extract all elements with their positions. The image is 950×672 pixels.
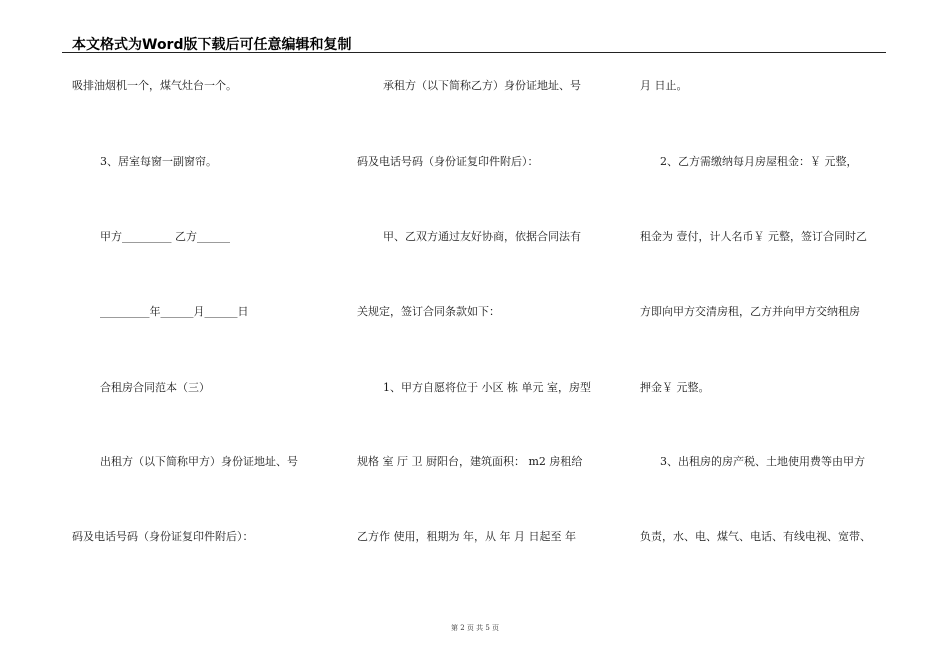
text-line: 押金￥ 元整。 bbox=[640, 381, 710, 394]
text-line: 负责，水、电、煤气、电话、有线电视、宽带、 bbox=[640, 530, 871, 543]
text-line: _________年______月______日 bbox=[100, 305, 249, 318]
text-line: 关规定，签订合同条款如下： bbox=[357, 305, 500, 318]
text-line: 方即向甲方交清房租，乙方并向甲方交纳租房 bbox=[640, 305, 860, 318]
text-line: 月 日止。 bbox=[640, 79, 688, 92]
text-line: 租金为 壹付，计人名币￥ 元整，签订合同时乙 bbox=[640, 230, 867, 243]
text-column-1 bbox=[62, 0, 317, 672]
page-header-title: 本文格式为Word版下载后可任意编辑和复制 bbox=[72, 37, 352, 53]
text-line: 1、甲方自愿将位于 小区 栋 单元 室，房型 bbox=[383, 381, 591, 394]
text-line: 甲、乙双方通过友好协商，依据合同法有 bbox=[383, 230, 581, 243]
text-line: 合租房合同范本（三） bbox=[100, 381, 210, 394]
text-line: 甲方_________ 乙方______ bbox=[100, 230, 230, 243]
text-line: 码及电话号码（身份证复印件附后）： bbox=[72, 530, 254, 543]
text-line: 承租方（以下简称乙方）身份证地址、号 bbox=[383, 79, 581, 92]
text-line: 出租方（以下简称甲方）身份证地址、号 bbox=[100, 455, 298, 468]
text-line: 3、出租房的房产税、土地使用费等由甲方 bbox=[660, 455, 865, 468]
text-line: 码及电话号码（身份证复印件附后）： bbox=[357, 155, 539, 168]
text-line: 3、居室每窗一副窗帘。 bbox=[100, 155, 217, 168]
text-column-3 bbox=[630, 0, 885, 672]
text-column-2 bbox=[345, 0, 600, 672]
text-line: 乙方作 使用，租期为 年，从 年 月 日起至 年 bbox=[357, 530, 576, 543]
text-line: 2、乙方需缴纳每月房屋租金：￥ 元整， bbox=[660, 155, 858, 168]
text-line: 吸排油烟机一个，煤气灶台一个。 bbox=[72, 79, 237, 92]
page-number: 第 2 页 共 5 页 bbox=[450, 624, 500, 632]
text-line: 规格 室 厅 卫 厨阳台，建筑面积： m2 房租给 bbox=[357, 455, 583, 468]
